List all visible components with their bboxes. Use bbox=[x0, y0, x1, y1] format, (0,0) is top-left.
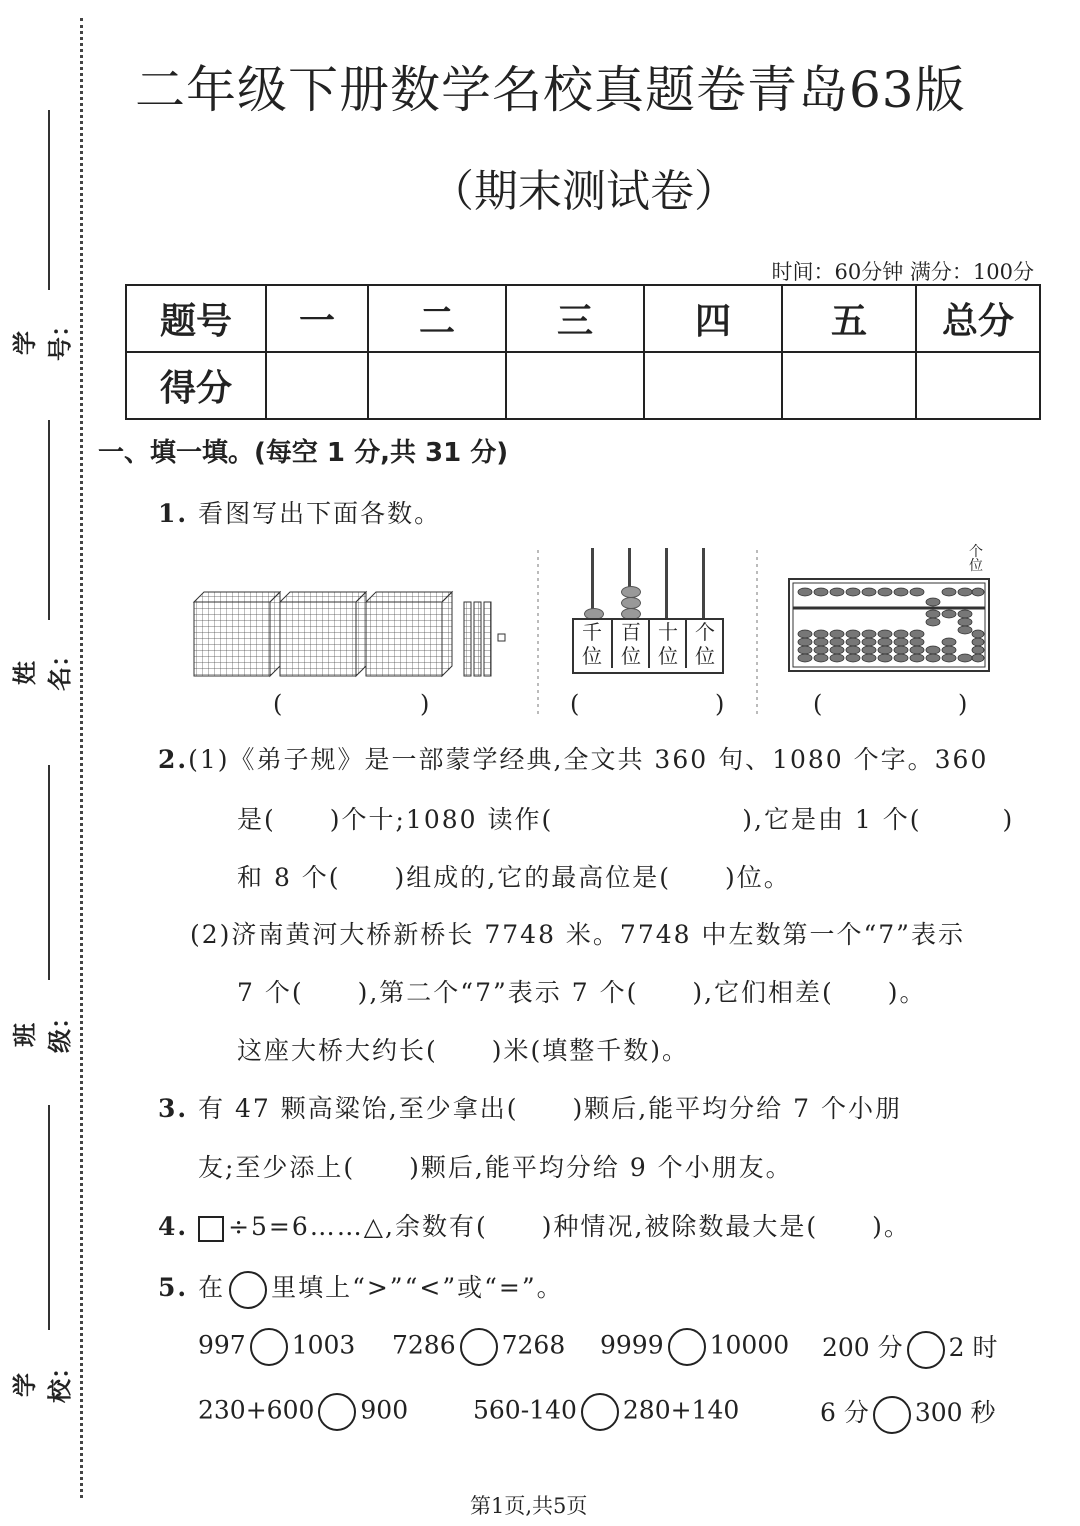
compare-circle[interactable] bbox=[873, 1396, 911, 1434]
thousand-cube-1 bbox=[194, 592, 280, 676]
score-input-cell[interactable] bbox=[916, 352, 1040, 419]
ten-rod bbox=[484, 602, 491, 676]
score-header-cell: 一 bbox=[266, 285, 368, 352]
question-text-post: 里填上“>”“<”或“=”。 bbox=[271, 1273, 564, 1302]
score-header-cell: 五 bbox=[782, 285, 916, 352]
answer-paren-open: ( bbox=[813, 690, 823, 718]
student-id-label: 学号： bbox=[11, 313, 74, 361]
score-input-cell[interactable] bbox=[368, 352, 506, 419]
compare-circle[interactable] bbox=[581, 1393, 619, 1431]
compare-circle[interactable] bbox=[250, 1328, 288, 1366]
compare-circle[interactable] bbox=[460, 1328, 498, 1366]
thousand-cube-2 bbox=[280, 592, 366, 676]
section-heading: 一、填一填。(每空 1 分,共 31 分) bbox=[98, 438, 509, 468]
circle-blank-icon bbox=[229, 1271, 267, 1309]
score-input-cell[interactable] bbox=[644, 352, 782, 419]
question-line: 是( )个十;1080 读作( ),它是由 1 个( ) bbox=[237, 805, 1015, 834]
question-line: (1)《弟子规》是一部蒙学经典,全文共 360 句、1080 个字。360 bbox=[188, 745, 989, 774]
question-line: 友;至少添上( )颗后,能平均分给 9 个小朋友。 bbox=[198, 1153, 793, 1182]
place-ones: 个 位 bbox=[685, 620, 723, 668]
page-title: 二年级下册数学名校真题卷青岛63版 bbox=[135, 61, 966, 119]
place-tens: 十 位 bbox=[648, 620, 686, 668]
score-input-cell[interactable] bbox=[266, 352, 368, 419]
square-box-icon bbox=[198, 1216, 224, 1242]
question-text-pre: 在 bbox=[198, 1273, 226, 1302]
score-header-cell: 二 bbox=[368, 285, 506, 352]
question-3 bbox=[158, 1089, 902, 1125]
question-5 bbox=[158, 1268, 564, 1309]
thousand-cube-3 bbox=[366, 592, 452, 676]
score-table bbox=[125, 284, 1041, 420]
score-input-cell[interactable] bbox=[506, 352, 644, 419]
compare-circle[interactable] bbox=[668, 1328, 706, 1366]
answer-paren-open: ( bbox=[273, 690, 283, 718]
question-1 bbox=[158, 494, 441, 530]
question-line: 7 个( ),第二个“7”表示 7 个( ),它们相差( )。 bbox=[237, 978, 927, 1007]
score-header-cell: 题号 bbox=[126, 285, 266, 352]
unit-cube bbox=[498, 634, 505, 641]
page-footer: 第1页,共5页 bbox=[470, 1494, 588, 1518]
question-number: 1. bbox=[158, 499, 189, 528]
rod-tens bbox=[665, 548, 668, 618]
compare-item: 997 1003 bbox=[198, 1328, 355, 1366]
score-header-cell: 总分 bbox=[916, 285, 1040, 352]
question-number: 5. bbox=[158, 1273, 189, 1302]
class-line bbox=[48, 765, 50, 980]
binding-dotted-line bbox=[80, 18, 83, 1498]
compare-item: 230+600 900 bbox=[198, 1393, 408, 1431]
compare-item: 6 分 300 秒 bbox=[820, 1393, 996, 1434]
compare-circle[interactable] bbox=[907, 1331, 945, 1369]
name-label: 姓名： bbox=[11, 643, 74, 691]
place-thousands: 千 位 bbox=[582, 620, 602, 668]
question-line: 有 47 颗高粱饴,至少拿出( )颗后,能平均分给 7 个小朋 bbox=[198, 1094, 902, 1123]
student-id-line bbox=[48, 110, 50, 290]
answer-paren-close: ) bbox=[715, 690, 725, 718]
question-line: 这座大桥大约长( )米(填整千数)。 bbox=[237, 1036, 690, 1065]
answer-paren-open: ( bbox=[570, 690, 580, 718]
question-line: (2)济南黄河大桥新桥长 7748 米。7748 中左数第一个“7”表示 bbox=[190, 920, 965, 949]
base-ten-blocks-figure bbox=[190, 590, 510, 680]
answer-paren-close: ) bbox=[420, 690, 430, 718]
compare-item: 7286 7268 bbox=[392, 1328, 565, 1366]
question-line: 和 8 个( )组成的,它的最高位是( )位。 bbox=[237, 863, 791, 892]
abacus-ones-label: 个 位 bbox=[969, 544, 983, 574]
compare-circle[interactable] bbox=[318, 1393, 356, 1431]
rod-ones bbox=[702, 548, 705, 618]
ten-rod bbox=[474, 602, 481, 676]
place-hundreds: 百 位 bbox=[611, 620, 649, 668]
name-line bbox=[48, 420, 50, 620]
school-label: 学校： bbox=[11, 1355, 74, 1403]
score-header-cell: 四 bbox=[644, 285, 782, 352]
page-subtitle: （期末测试卷） bbox=[430, 166, 738, 217]
question-number: 4. bbox=[158, 1212, 189, 1241]
compare-item: 200 分 2 时 bbox=[822, 1328, 998, 1369]
question-number: 2. bbox=[158, 745, 189, 774]
question-number: 3. bbox=[158, 1094, 189, 1123]
question-text: 看图写出下面各数。 bbox=[198, 499, 442, 528]
answer-paren-close: ) bbox=[958, 690, 968, 718]
compare-item: 9999 10000 bbox=[600, 1328, 789, 1366]
exam-meta: 时间：60分钟 满分：100分 bbox=[771, 260, 1034, 284]
school-line bbox=[48, 1105, 50, 1330]
score-row-label: 得分 bbox=[126, 352, 266, 419]
compare-item: 560-140 280+140 bbox=[473, 1393, 739, 1431]
score-input-cell[interactable] bbox=[782, 352, 916, 419]
question-4 bbox=[158, 1207, 911, 1243]
ten-rod bbox=[464, 602, 471, 676]
score-header-cell: 三 bbox=[506, 285, 644, 352]
chinese-abacus-figure bbox=[788, 578, 990, 673]
class-label: 班级： bbox=[11, 1005, 74, 1053]
question-2 bbox=[158, 740, 988, 776]
question-text: ÷5=6……△,余数有( )种情况,被除数最大是( )。 bbox=[228, 1212, 911, 1241]
